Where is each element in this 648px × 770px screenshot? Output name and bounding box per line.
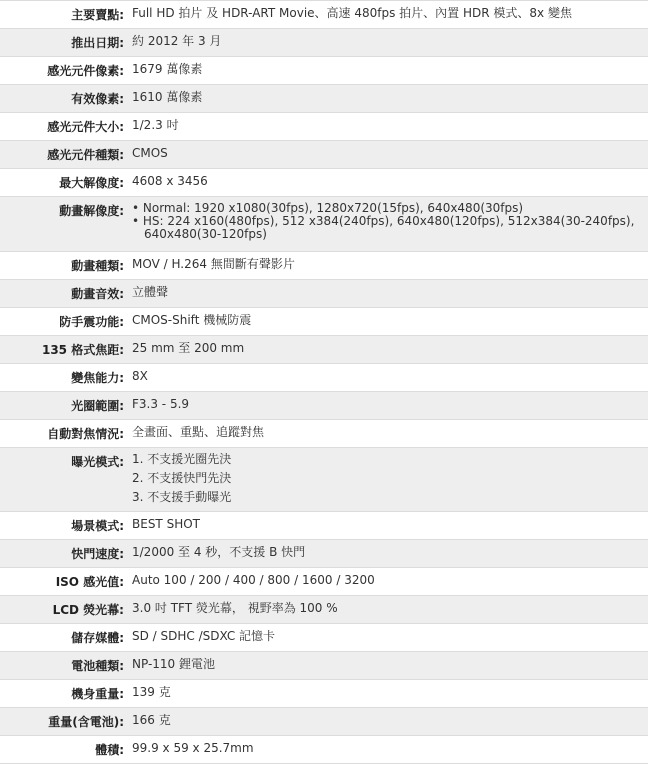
- spec-label: 有效像素:: [71, 92, 124, 106]
- spec-value: 25 mm 至 200 mm: [132, 341, 245, 355]
- spec-value: SD / SDHC /SDXC 記憶卡: [132, 629, 276, 643]
- spec-row-focal-length: [0, 336, 648, 364]
- spec-value: 1679 萬像素: [132, 62, 203, 76]
- spec-value: 1/2.3 吋: [132, 118, 179, 132]
- spec-label: 變焦能力:: [71, 371, 124, 385]
- spec-label: 感光元件像素:: [47, 64, 124, 78]
- spec-label: 重量(含電池):: [48, 715, 124, 729]
- spec-value: NP-110 鋰電池: [132, 657, 215, 671]
- spec-label: 動畫種類:: [71, 259, 124, 273]
- spec-row-autofocus: [0, 420, 648, 448]
- spec-value-line: 2. 不支援快門先決: [132, 471, 232, 485]
- spec-row-sensor-type: [0, 141, 648, 169]
- spec-row-weight-with-battery: [0, 708, 648, 736]
- spec-label: 機身重量:: [71, 687, 124, 701]
- spec-value: BEST SHOT: [132, 517, 200, 531]
- spec-row-iso: [0, 568, 648, 596]
- spec-row-effective-pixels: [0, 85, 648, 113]
- spec-row-movie-audio: [0, 280, 648, 308]
- spec-value: 8X: [132, 369, 148, 383]
- spec-value: [124, 448, 648, 511]
- spec-value-line: 1. 不支援光圈先決: [132, 452, 232, 466]
- spec-row-storage: [0, 624, 648, 652]
- spec-label: LCD 熒光幕:: [52, 603, 124, 617]
- spec-value: 全畫面、重點、追蹤對焦: [132, 425, 265, 439]
- spec-value: MOV / H.264 無間斷有聲影片: [132, 257, 295, 271]
- spec-row-dimensions: [0, 736, 648, 764]
- spec-value: Full HD 拍片 及 HDR-ART Movie、高速 480fps 拍片、內置 HDR 模式、8x 變焦: [132, 6, 572, 20]
- spec-label: 動畫解像度:: [59, 204, 124, 218]
- spec-value: 166 克: [132, 713, 171, 727]
- spec-value-line: • HS: 224 x160(480fps), 512 x384(240fps), 640x480(120fps), 512x384(30-240fps),: [132, 214, 635, 228]
- spec-label: 光圈範圍:: [71, 399, 124, 413]
- spec-value: 4608 x 3456: [132, 174, 208, 188]
- spec-label: 快門速度:: [71, 547, 124, 561]
- spec-value: 99.9 x 59 x 25.7mm: [132, 741, 254, 755]
- spec-row-release-date: [0, 29, 648, 57]
- spec-value: [124, 197, 648, 251]
- spec-label: 防手震功能:: [59, 315, 124, 329]
- spec-row-sensor-size: [0, 113, 648, 141]
- spec-label: ISO 感光值:: [55, 575, 124, 589]
- spec-label: 動畫音效:: [71, 287, 124, 301]
- spec-label: 曝光模式:: [71, 455, 124, 469]
- spec-row-lcd: [0, 596, 648, 624]
- spec-row-aperture: [0, 392, 648, 420]
- spec-row-main-features: [0, 1, 648, 29]
- spec-value: 3.0 吋 TFT 熒光幕， 視野率為 100 %: [132, 601, 338, 615]
- spec-label: 135 格式焦距:: [41, 343, 124, 357]
- spec-label: 場景模式:: [71, 519, 124, 533]
- spec-value-line: 3. 不支援手動曝光: [132, 490, 232, 504]
- spec-value: CMOS: [132, 146, 168, 160]
- spec-row-exposure-modes: [0, 448, 648, 512]
- spec-row-battery: [0, 652, 648, 680]
- spec-value-line: 640x480(30-120fps): [144, 227, 267, 241]
- spec-label: 感光元件種類:: [47, 148, 124, 162]
- spec-row-stabilization: [0, 308, 648, 336]
- spec-value: 約 2012 年 3 月: [132, 34, 222, 48]
- spec-label: 儲存媒體:: [71, 631, 124, 645]
- spec-value: 139 克: [132, 685, 171, 699]
- spec-value: Auto 100 / 200 / 400 / 800 / 1600 / 3200: [132, 573, 375, 587]
- spec-label: 最大解像度:: [59, 176, 124, 190]
- spec-row-shutter-speed: [0, 540, 648, 568]
- spec-value: F3.3 - 5.9: [132, 397, 190, 411]
- spec-label: 電池種類:: [71, 659, 124, 673]
- spec-value: 立體聲: [132, 285, 169, 299]
- spec-row-body-weight: [0, 680, 648, 708]
- spec-value: 1/2000 至 4 秒，不支援 B 快門: [132, 545, 306, 559]
- spec-value: CMOS-Shift 機械防震: [132, 313, 252, 327]
- spec-row-movie-resolution: [0, 197, 648, 252]
- spec-row-sensor-pixels: [0, 57, 648, 85]
- spec-value-line: • Normal: 1920 x1080(30fps), 1280x720(15fps), 640x480(30fps): [132, 201, 524, 215]
- spec-label: 感光元件大小:: [47, 120, 124, 134]
- spec-row-movie-format: [0, 252, 648, 280]
- spec-label: 主要賣點:: [71, 8, 124, 22]
- spec-row-max-resolution: [0, 169, 648, 197]
- spec-value: 1610 萬像素: [132, 90, 203, 104]
- spec-row-zoom: [0, 364, 648, 392]
- spec-label: 推出日期:: [71, 36, 124, 50]
- spec-row-scene-modes: [0, 512, 648, 540]
- spec-label: 自動對焦情況:: [47, 427, 124, 441]
- spec-label: 體積:: [95, 743, 124, 757]
